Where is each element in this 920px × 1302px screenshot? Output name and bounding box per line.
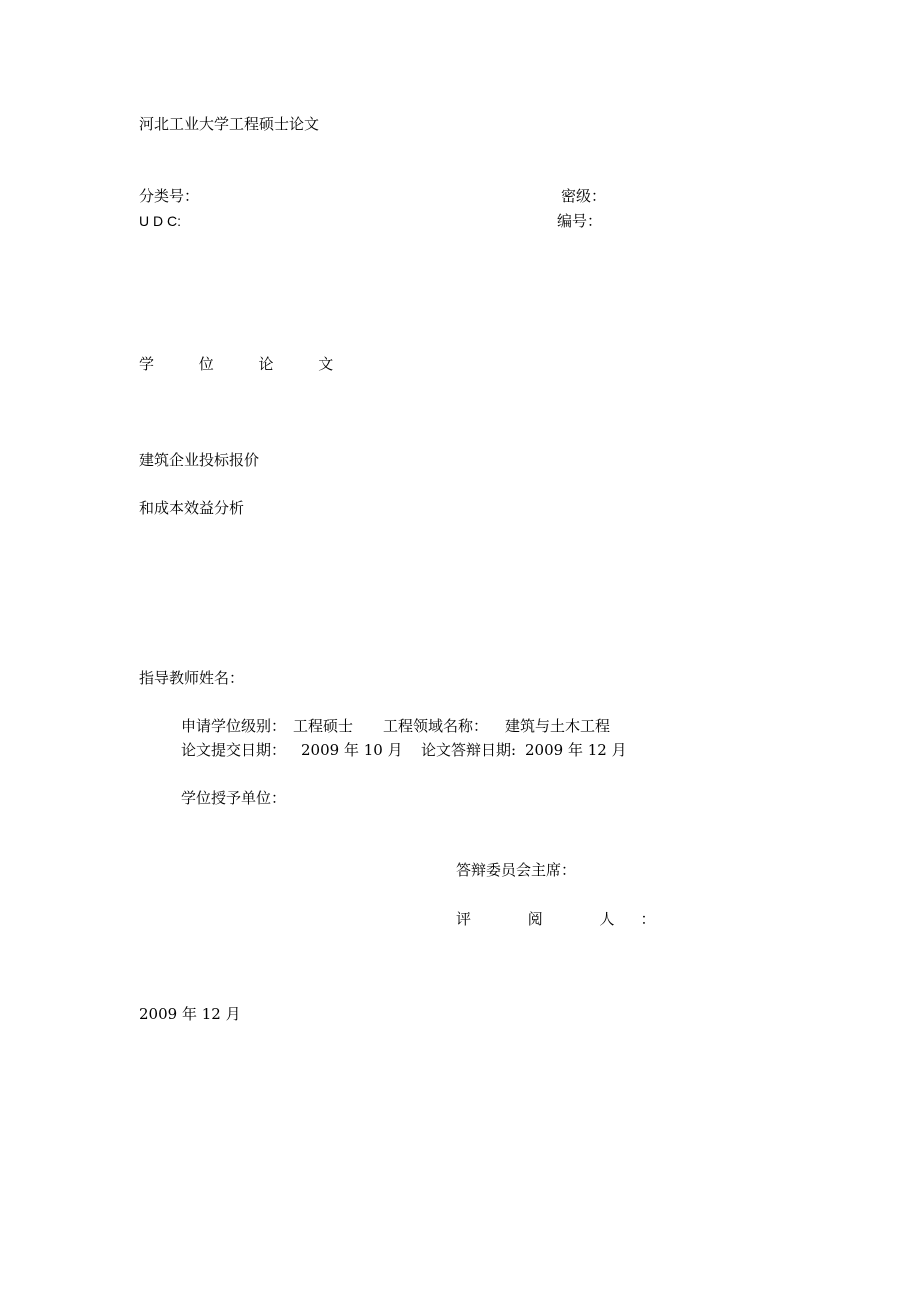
secrecy-level-label: 密级： — [561, 187, 607, 205]
committee-chair-label: 答辩委员会主席： — [456, 861, 577, 879]
defense-date-value: 2009 年 12 月 — [525, 741, 627, 759]
submit-date-label: 论文提交日期： — [181, 741, 287, 759]
document-date: 2009 年 12 月 — [139, 1005, 241, 1023]
udc-label: U D C: — [139, 213, 181, 229]
submit-date-value: 2009 年 10 月 — [301, 741, 403, 759]
defense-date-label: 论文答辩日期: — [421, 741, 517, 759]
serial-number-label: 编号： — [557, 212, 603, 230]
reviewer-label: 评 阅 人： — [456, 910, 682, 928]
thesis-type-label: 学 位 论 文 — [139, 355, 354, 373]
thesis-title-line2: 和成本效益分析 — [139, 499, 245, 517]
field-name-value: 建筑与土木工程 — [505, 717, 611, 735]
university-title: 河北工业大学工程硕士论文 — [139, 115, 320, 133]
degree-grantor-label: 学位授予单位： — [181, 789, 287, 807]
thesis-title-line1: 建筑企业投标报价 — [139, 451, 260, 469]
class-number-label: 分类号： — [139, 187, 200, 205]
degree-level-value: 工程硕士 — [293, 717, 354, 735]
field-name-label: 工程领域名称： — [383, 717, 489, 735]
degree-level-label: 申请学位级别： — [181, 717, 287, 735]
advisor-name-label: 指导教师姓名： — [139, 669, 245, 687]
